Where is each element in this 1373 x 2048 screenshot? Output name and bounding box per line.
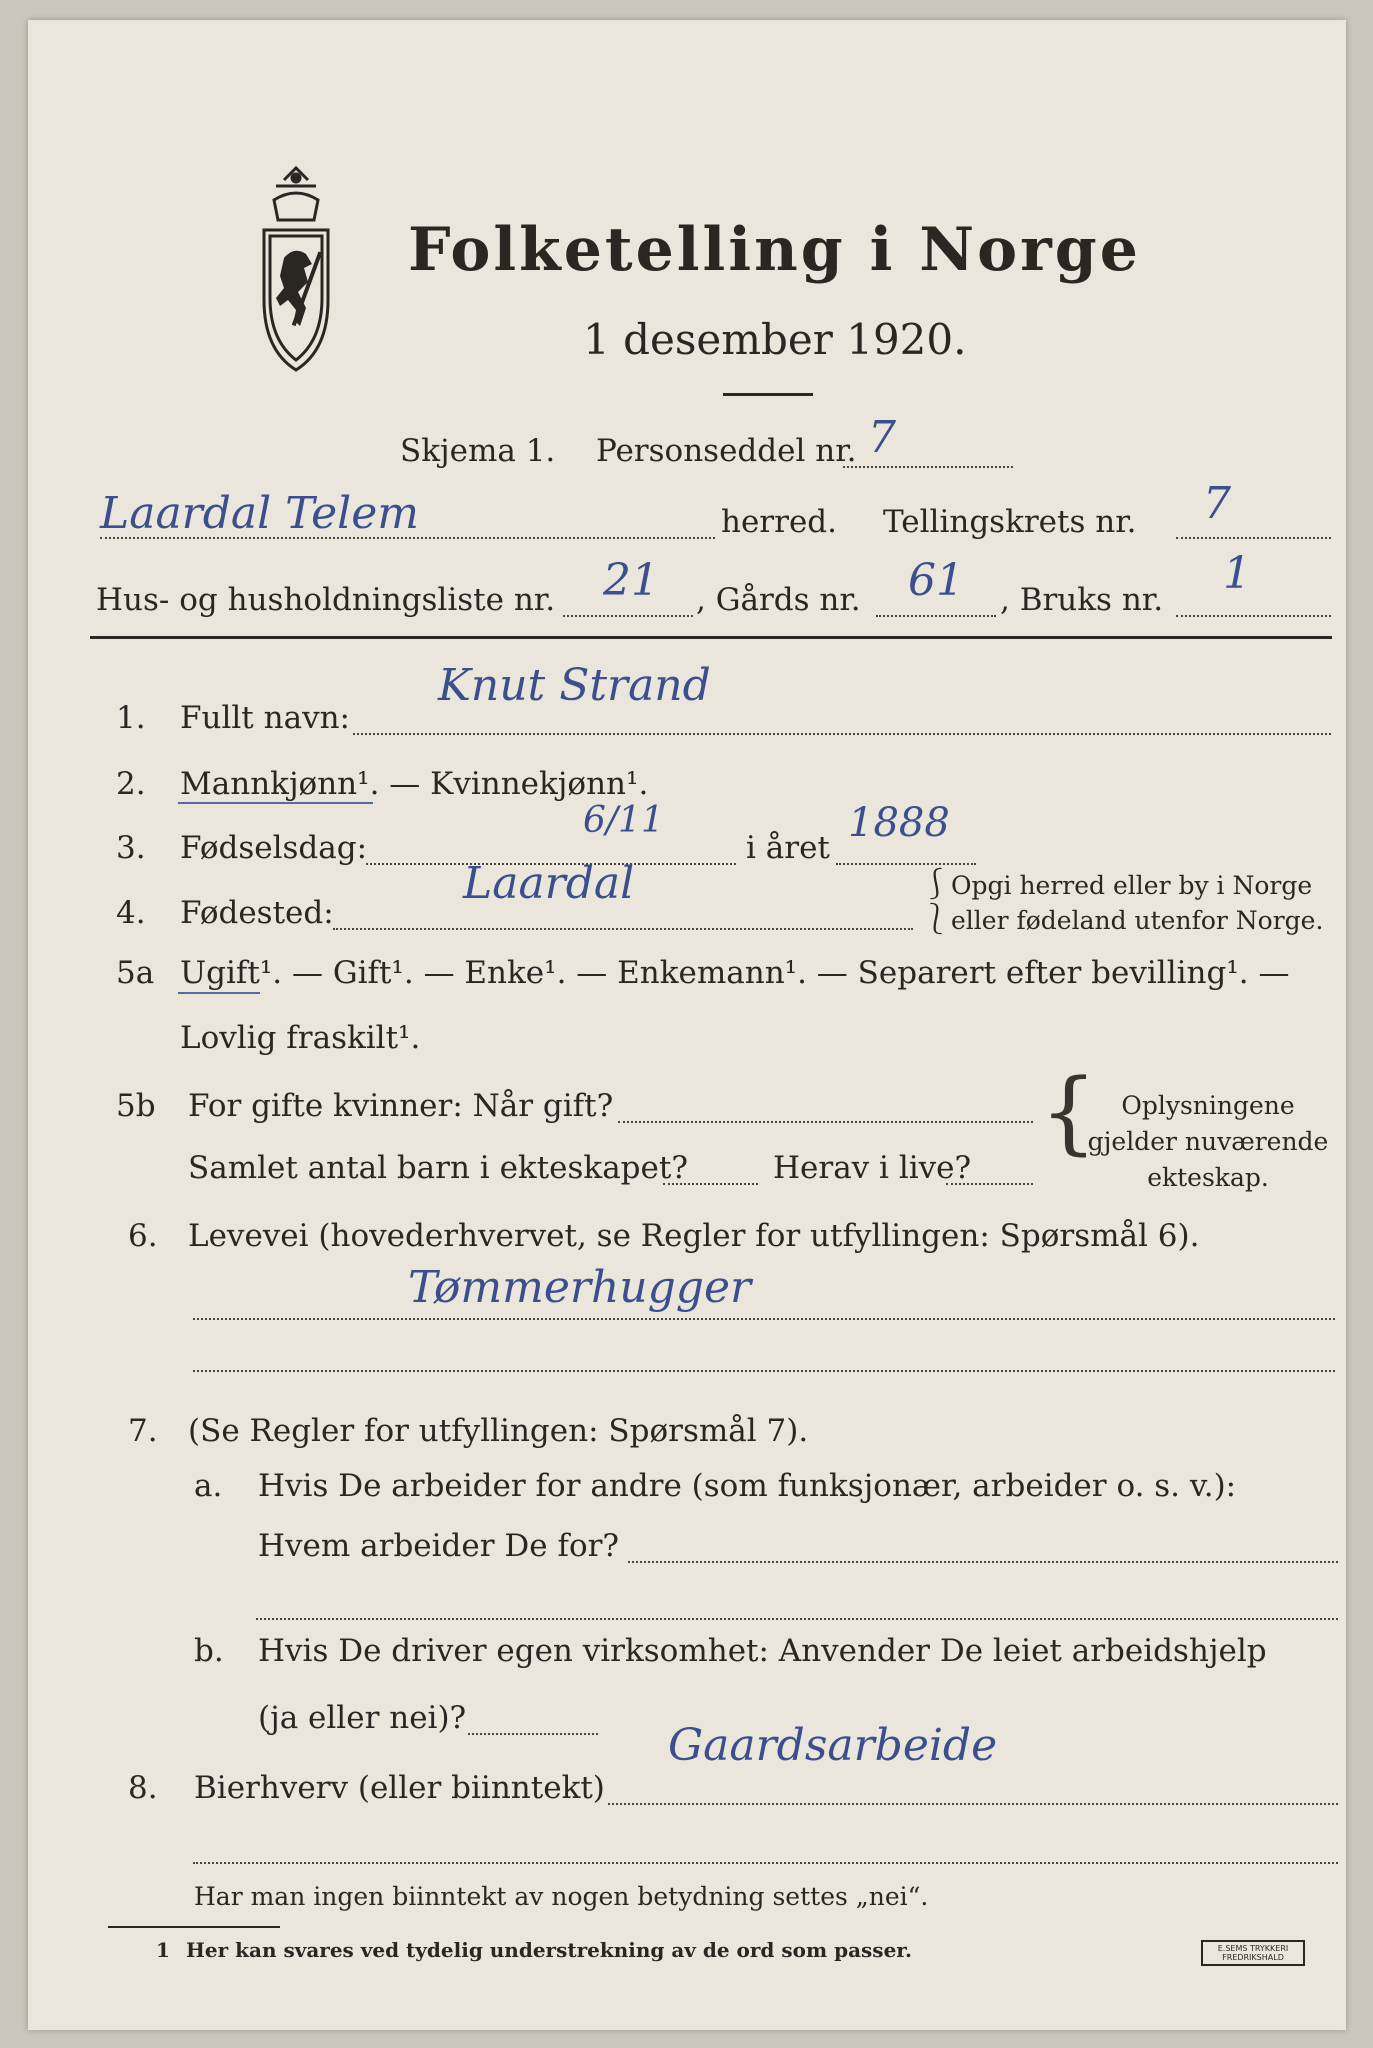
herred-label: herred. [721, 504, 837, 540]
year-label: i året [746, 830, 830, 866]
q3-number: 3. [116, 830, 146, 866]
q7-label: (Se Regler for utfyllingen: Spørsmål 7). [188, 1413, 809, 1449]
census-form-sheet: Folketelling i Norge 1 desember 1920. Skjema 1. Personseddel nr. 7 Laardal Telem herred. Tellingskrets nr. 7 Hus- og husholdningsliste nr. 21 , Gårds nr. 61 , Bruks nr. 1 1. Fullt navn: Knut Strand 2. Mannkjønn¹. — Kvinnekjønn¹. 3. Fødselsdag: 6/11 i året 1888 4. Fødested: Laardal ⎰Opgi herred eller by i Norge ⎱eller fødeland utenfor Norge. 5a Ugift¹. — Gift¹. — Enke¹. — Enkemann¹. — Separert efter bevilling¹. — Lovlig fraskilt¹. 5b For gifte kvinner: Når gift? Samlet antal barn i ekteskapet? Herav i live? { Oplysningene gjelder nuværende ekteskap. 6. Levevei (hovederhvervet, se Regler for utfyllingen: Spørsmål 6). Tømmerhugger 7. (Se Regler for utfyllingen: Spørsmål 7). a. Hvis De arbeider for andre (som funksjonær, arbeider o. s. v.): Hvem arbeider De for? b. Hvis De driver egen virksomhet: Anvender De leiet arbeidshjelp (ja eller nei)? 8. Bierhverv (eller biinntekt) Gaardsarbeide Har man ingen biinntekt av nogen betydning settes „nei“. 1 Her kan svares ved tydelig understrekning av de ord som passer. E.SEMS TRYKKERI FREDRIKSHALD [28, 20, 1346, 2030]
q7a-label: Hvis De arbeider for andre (som funksjonær, arbeider o. s. v.): [258, 1468, 1237, 1504]
q5a-line2: Lovlig fraskilt¹. [180, 1020, 421, 1056]
q2-options: Mannkjønn¹. — Kvinnekjønn¹. [180, 766, 649, 802]
q3-label: Fødselsdag: [180, 830, 368, 866]
skjema-label: Skjema 1. [400, 433, 556, 469]
q7b-yesno-label: (ja eller nei)? [258, 1700, 467, 1736]
q5b-number: 5b [116, 1088, 156, 1124]
coat-of-arms-icon [246, 166, 346, 386]
header-rule [90, 636, 1332, 639]
q7-number: 7. [128, 1413, 158, 1449]
q2-number: 2. [116, 766, 146, 802]
hus-label: Hus- og husholdningsliste nr. [96, 582, 556, 618]
q8-label: Bierhverv (eller biinntekt) [194, 1770, 605, 1806]
birth-day-value[interactable]: 6/11 [583, 800, 664, 841]
footnote-rule [108, 1926, 280, 1928]
q5b-alive: Herav i live? [773, 1150, 972, 1186]
q4-note: ⎰Opgi herred eller by i Norge ⎱eller fødeland utenfor Norge. [921, 867, 1324, 937]
full-name-value[interactable]: Knut Strand [438, 660, 711, 711]
hus-value[interactable]: 21 [603, 555, 659, 606]
q7a-number: a. [194, 1468, 223, 1504]
bruks-value[interactable]: 1 [1223, 548, 1251, 599]
q8-number: 8. [128, 1770, 158, 1806]
nei-note: Har man ingen biinntekt av nogen betydning settes „nei“. [194, 1882, 929, 1911]
male-underline [178, 802, 373, 804]
ugift-underline [178, 992, 260, 994]
bruks-label: , Bruks nr. [1000, 582, 1164, 618]
q5b-when-married: For gifte kvinner: Når gift? [188, 1088, 614, 1124]
title-divider [723, 393, 813, 396]
employer-field[interactable] [628, 1561, 1338, 1563]
q1-number: 1. [116, 700, 146, 736]
q4-number: 4. [116, 895, 146, 931]
q5a-number: 5a [116, 955, 155, 991]
ugift-option[interactable]: Ugift [180, 955, 260, 991]
personseddel-label: Personseddel nr. [596, 433, 857, 469]
occupation-value[interactable]: Tømmerhugger [408, 1262, 752, 1313]
gards-label: , Gårds nr. [696, 582, 861, 618]
printer-stamp: E.SEMS TRYKKERI FREDRIKSHALD [1201, 1940, 1305, 1966]
female-option[interactable]: Kvinnekjønn [430, 766, 627, 802]
q6-label: Levevei (hovederhvervet, se Regler for utfyllingen: Spørsmål 6). [188, 1218, 1200, 1254]
q1-label: Fullt navn: [180, 700, 350, 736]
gards-value[interactable]: 61 [908, 555, 964, 606]
q5a-options: Ugift¹. — Gift¹. — Enke¹. — Enkemann¹. — Separert efter bevilling¹. — [180, 955, 1290, 991]
side-occupation-value[interactable]: Gaardsarbeide [668, 1720, 998, 1771]
birth-year-value[interactable]: 1888 [848, 800, 950, 846]
q7b-label: Hvis De driver egen virksomhet: Anvender De leiet arbeidshjelp [258, 1633, 1267, 1669]
tellingskrets-value[interactable]: 7 [1203, 478, 1231, 529]
q5b-note: Oplysningene gjelder nuværende ekteskap. [1087, 1091, 1329, 1192]
q7b-number: b. [194, 1633, 224, 1669]
q5b-children: Samlet antal barn i ekteskapet? [188, 1150, 688, 1186]
q7a-employer-label: Hvem arbeider De for? [258, 1528, 620, 1564]
tellingskrets-label: Tellingskrets nr. [883, 504, 1137, 540]
herred-value[interactable]: Laardal Telem [100, 488, 419, 539]
footnote-mark: 1 [156, 1938, 170, 1962]
footnote: Her kan svares ved tydelig understrekning av de ord som passer. [186, 1938, 912, 1962]
census-date: 1 desember 1920. [583, 315, 967, 364]
hired-help-field[interactable] [468, 1733, 598, 1735]
q4-label: Fødested: [180, 895, 334, 931]
male-option[interactable]: Mannkjønn [180, 766, 358, 802]
personseddel-value[interactable]: 7 [868, 412, 896, 463]
form-title: Folketelling i Norge [408, 215, 1141, 285]
q6-number: 6. [128, 1218, 158, 1254]
birthplace-value[interactable]: Laardal [463, 858, 635, 909]
